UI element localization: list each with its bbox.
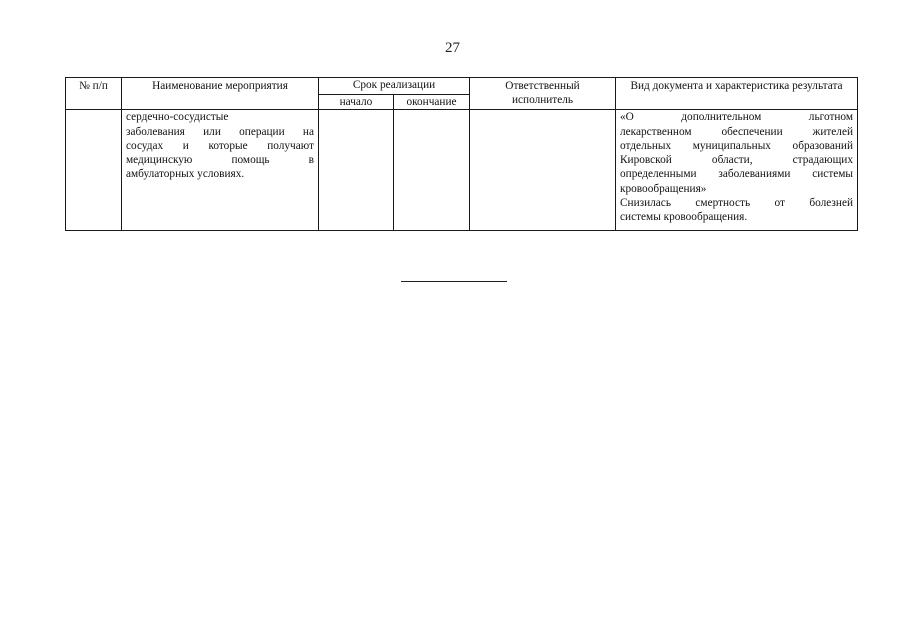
text-line: кровообращения» bbox=[620, 182, 707, 195]
text-line: определенными заболеваниями системы bbox=[620, 168, 854, 181]
text-line: сосудах и которые получают bbox=[126, 139, 314, 152]
table-row bbox=[66, 110, 858, 231]
page-number: 27 bbox=[445, 40, 460, 56]
text-line: лекарственном обеспечении жителей bbox=[620, 125, 854, 138]
text-line: «О дополнительном льготном bbox=[620, 111, 854, 124]
header-measure-name: Наименование мероприятия bbox=[122, 78, 319, 110]
text-line: системы кровообращения. bbox=[620, 211, 748, 224]
text-line: заболевания или операции на bbox=[126, 125, 314, 138]
header-responsible: Ответственный исполнитель bbox=[470, 78, 616, 110]
text-line: медицинскую помощь в bbox=[126, 154, 314, 167]
text-line: отдельных муниципальных образований bbox=[620, 139, 854, 152]
cell-measure-name bbox=[122, 110, 319, 231]
cell-end bbox=[394, 110, 470, 231]
text-line: Кировской области, страдающих bbox=[620, 154, 854, 167]
measures-table bbox=[65, 77, 858, 231]
cell-responsible bbox=[470, 110, 616, 231]
cell-number bbox=[66, 110, 122, 231]
header-number: № п/п bbox=[66, 78, 122, 110]
text-line: сердечно-сосудистые bbox=[126, 111, 229, 124]
header-end: окончание bbox=[394, 95, 470, 110]
cell-document-result bbox=[616, 110, 858, 231]
header-start: начало bbox=[319, 95, 394, 110]
cell-start bbox=[319, 110, 394, 231]
text-line: Снизилась смертность от болезней bbox=[620, 197, 854, 210]
header-document-result: Вид документа и характеристика результата bbox=[616, 78, 858, 110]
text-line: амбулаторных условиях. bbox=[126, 168, 245, 181]
header-implementation-period: Срок реализации bbox=[319, 78, 470, 95]
end-separator-line bbox=[401, 281, 507, 282]
